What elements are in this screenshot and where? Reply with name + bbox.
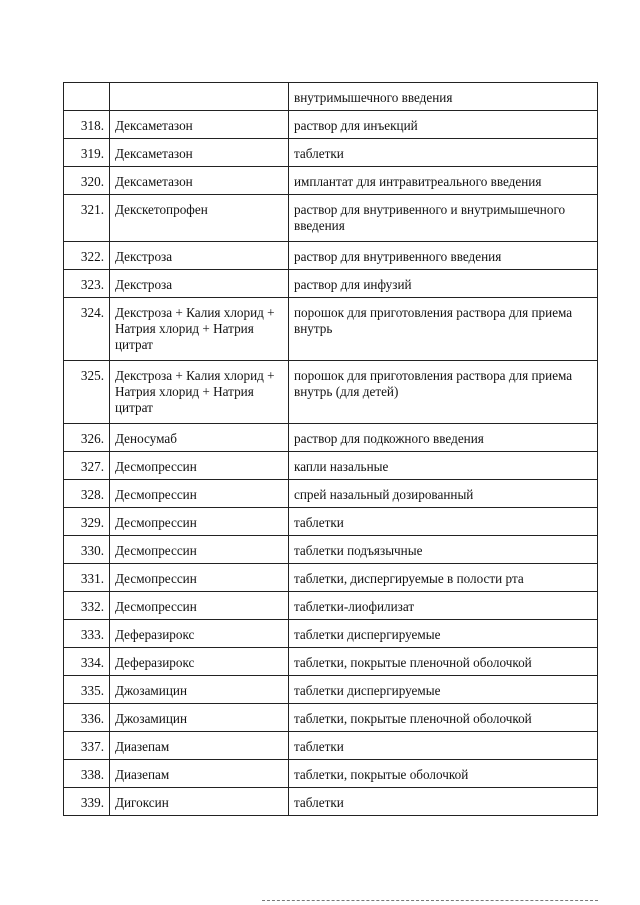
- table-row: [64, 195, 598, 242]
- drug-name: Десмопрессин: [110, 564, 289, 592]
- dosage-form: таблетки: [289, 732, 598, 760]
- row-number: 319.: [64, 139, 110, 167]
- table-row: [64, 139, 598, 167]
- dosage-form: таблетки-лиофилизат: [289, 592, 598, 620]
- row-number: 331.: [64, 564, 110, 592]
- row-number: 324.: [64, 298, 110, 361]
- table-row: [64, 424, 598, 452]
- dosage-form: таблетки: [289, 139, 598, 167]
- drug-name: Декстроза + Калия хлорид + Натрия хлорид + Натрия цитрат: [110, 361, 289, 424]
- row-number: 322.: [64, 242, 110, 270]
- row-number: 339.: [64, 788, 110, 816]
- dosage-form: имплантат для интравитреального введения: [289, 167, 598, 195]
- dosage-form: спрей назальный дозированный: [289, 480, 598, 508]
- row-number: 318.: [64, 111, 110, 139]
- table-row: [64, 704, 598, 732]
- row-number: 320.: [64, 167, 110, 195]
- dosage-form: таблетки, покрытые пленочной оболочкой: [289, 704, 598, 732]
- dosage-form: раствор для инъекций: [289, 111, 598, 139]
- row-number: 337.: [64, 732, 110, 760]
- dosage-form: капли назальные: [289, 452, 598, 480]
- footer-divider: [262, 900, 598, 901]
- drug-name: Дексаметазон: [110, 111, 289, 139]
- drug-name: Джозамицин: [110, 676, 289, 704]
- dosage-form: раствор для внутривенного введения: [289, 242, 598, 270]
- drug-name: Десмопрессин: [110, 592, 289, 620]
- row-number: 329.: [64, 508, 110, 536]
- table-row: [64, 452, 598, 480]
- drug-name: Десмопрессин: [110, 536, 289, 564]
- table-row: [64, 620, 598, 648]
- row-number: 328.: [64, 480, 110, 508]
- table-row: [64, 83, 598, 111]
- dosage-form: таблетки подъязычные: [289, 536, 598, 564]
- drug-table: [63, 82, 598, 816]
- dosage-form: таблетки, диспергируемые в полости рта: [289, 564, 598, 592]
- dosage-form: таблетки, покрытые пленочной оболочкой: [289, 648, 598, 676]
- row-number: 334.: [64, 648, 110, 676]
- table-row: [64, 648, 598, 676]
- drug-name: Деферазирокс: [110, 620, 289, 648]
- table-row: [64, 111, 598, 139]
- drug-name: Деносумаб: [110, 424, 289, 452]
- row-number: 330.: [64, 536, 110, 564]
- table-row: [64, 592, 598, 620]
- row-number: 327.: [64, 452, 110, 480]
- dosage-form: порошок для приготовления раствора для приема внутрь: [289, 298, 598, 361]
- table-row: [64, 536, 598, 564]
- table-row: [64, 242, 598, 270]
- dosage-form: внутримышечного введения: [289, 83, 598, 111]
- table-row: [64, 732, 598, 760]
- table-row: [64, 760, 598, 788]
- row-number: 321.: [64, 195, 110, 242]
- drug-name: Дексаметазон: [110, 139, 289, 167]
- drug-name: Десмопрессин: [110, 508, 289, 536]
- drug-name: Диазепам: [110, 732, 289, 760]
- table-row: [64, 480, 598, 508]
- table-body: [64, 83, 598, 816]
- table-row: [64, 788, 598, 816]
- drug-name: Десмопрессин: [110, 452, 289, 480]
- table-row: [64, 270, 598, 298]
- row-number: 336.: [64, 704, 110, 732]
- table-row: [64, 361, 598, 424]
- table-row: [64, 298, 598, 361]
- row-number: 323.: [64, 270, 110, 298]
- drug-name: Дексаметазон: [110, 167, 289, 195]
- drug-name: Деферазирокс: [110, 648, 289, 676]
- drug-name: Декстроза + Калия хлорид + Натрия хлорид + Натрия цитрат: [110, 298, 289, 361]
- drug-name: [110, 83, 289, 111]
- drug-name: Десмопрессин: [110, 480, 289, 508]
- row-number: 338.: [64, 760, 110, 788]
- dosage-form: раствор для инфузий: [289, 270, 598, 298]
- dosage-form: таблетки диспергируемые: [289, 676, 598, 704]
- dosage-form: раствор для подкожного введения: [289, 424, 598, 452]
- drug-name: Дигоксин: [110, 788, 289, 816]
- drug-name: Декстроза: [110, 270, 289, 298]
- dosage-form: таблетки, покрытые оболочкой: [289, 760, 598, 788]
- row-number: 332.: [64, 592, 110, 620]
- dosage-form: таблетки: [289, 508, 598, 536]
- table-row: [64, 167, 598, 195]
- row-number: 333.: [64, 620, 110, 648]
- row-number: 325.: [64, 361, 110, 424]
- dosage-form: раствор для внутривенного и внутримышечного введения: [289, 195, 598, 242]
- row-number: [64, 83, 110, 111]
- row-number: 335.: [64, 676, 110, 704]
- table-row: [64, 508, 598, 536]
- drug-name: Декстроза: [110, 242, 289, 270]
- dosage-form: таблетки диспергируемые: [289, 620, 598, 648]
- table-row: [64, 564, 598, 592]
- table-row: [64, 676, 598, 704]
- dosage-form: таблетки: [289, 788, 598, 816]
- drug-name: Диазепам: [110, 760, 289, 788]
- drug-name: Джозамицин: [110, 704, 289, 732]
- drug-name: Декскетопрофен: [110, 195, 289, 242]
- row-number: 326.: [64, 424, 110, 452]
- dosage-form: порошок для приготовления раствора для приема внутрь (для детей): [289, 361, 598, 424]
